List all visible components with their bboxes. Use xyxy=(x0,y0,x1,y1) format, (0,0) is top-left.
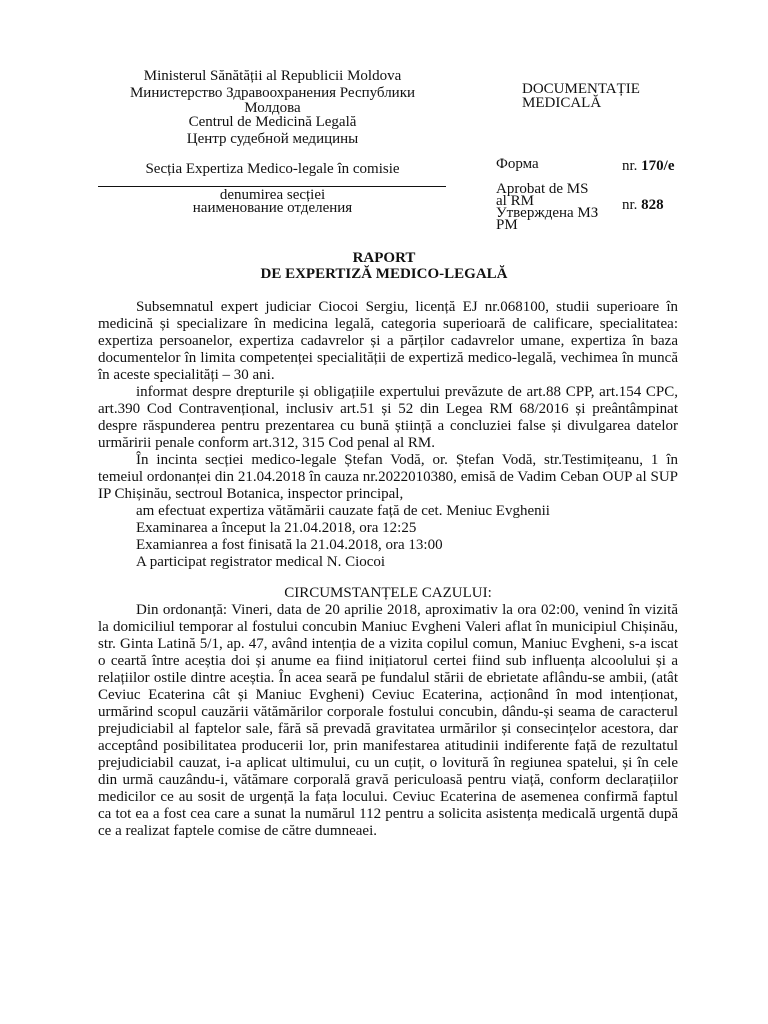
section-name: Secția Expertiza Medico-legale în comisie xyxy=(145,161,400,177)
participant-line: A participat registrator medical N. Ciocoi xyxy=(136,554,386,570)
end-time-line: Examianrea a fost finisată la 21.04.2018, ora 13:00 xyxy=(136,537,443,553)
approval-line3: Утверждена МЗ xyxy=(496,205,599,221)
approval-block xyxy=(496,183,616,231)
forma-nr-prefix: nr. xyxy=(622,158,638,174)
approval-number xyxy=(622,197,664,214)
forma-label: Форма xyxy=(496,156,539,172)
doc-type-line2: MEDICALĂ xyxy=(522,95,602,111)
approval-nr-value: 828 xyxy=(641,197,664,213)
ministry-ru-cont: Молдова xyxy=(244,100,301,116)
ministry-ru: Министерство Здравоохранения Республики xyxy=(129,85,416,101)
doc-type xyxy=(522,82,682,110)
circumstances-paragraph: Din ordonanță: Vineri, data de 20 aprilie 2018, aproximativ la ora 02:00, venind în vizită la domiciliul temporar al fostului concubin Maniuc Evgheni Valeri aflat în municipiul Chișinău, str. Ginta Latină 5/1, ap. 47, având intenția de a vizita copilul comun, Maniuc Evgheni, s-a iscat o ceartă între aceștia doi și anume ea fiind inițiatorul certei fiind sub influența alcoolului și a relațiilor ostile dintre aceștia. În acea seară pe fundalul stării de ebrietate aflându-se ambii, (atât Ceviuc Ecaterina cât și Maniuc Evgheni) Ceviuc Ecaterina, acționând în mod intenționat, urmărind scopul cauzării vătămărilor corporale fostului concubin, dându-și seama de caracterul prejudiciabil al faptelor sale, fără să prevadă gravitatea urmărilor și consecințelor acestora, dar acceptând posibilitatea producerii lor, prin manifestarea atitudinii indiferente față de rezultatul prejudiciabil cauzat, i-a aplicat ultimului, cu un cuțit, o lovitură în regiunea spatelui, și în cele din urmă cauzându-i, vătămare corporală gravă periculoasă pentru viață, conform declarațiilor medicilor ce au sosit de urgență la fața locului. Ceviuc Ecaterina de asemenea confirmă faptul ca tot ea a fost cea care a sunat la numărul 112 pentru a solicita asistența medicală urgentă după ce a realizat faptele comise de către dumneaei. xyxy=(98,602,678,839)
section-caption-ro: denumirea secției xyxy=(219,187,326,203)
report-title: RAPORT xyxy=(352,250,416,266)
section-underline xyxy=(98,186,446,187)
circumstances-title: CIRCUMSTANȚELE CAZULUI: xyxy=(284,585,492,601)
start-time-line: Examinarea a început la 21.04.2018, ora 12:25 xyxy=(136,520,417,536)
approval-line1: Aprobat de MS xyxy=(496,181,589,197)
expert-paragraph: Subsemnatul expert judiciar Ciocoi Sergiu, licență EJ nr.068100, studii superioare în medicină și specializare în medicina legală, categoria superioară de calificare, specialitatea: expertiza persoanelor, expertiza cadavrelor și a părților cadavrelor umane, expertiza în baza documentelor în limita competenței specialității de expertiză medico-legală, vechimea în muncă în aceste specialități – 30 ani. xyxy=(98,299,678,383)
location-paragraph: În incinta secției medico-legale Ștefan Vodă, or. Ștefan Vodă, str.Testimițeanu, 1 în temeiul ordonanței din 21.04.2018 în cauza nr.2022010380, emisă de Vadim Ceban OUP al SUP IP Chișinău, sectroul Botanica, inspector principal, xyxy=(98,452,678,502)
center-ru: Центр судебной медицины xyxy=(186,131,359,147)
report-subtitle: DE EXPERTIZĂ MEDICO-LEGALĂ xyxy=(260,266,508,282)
rights-paragraph: informat despre drepturile și obligațiile expertului prevăzute de art.88 CPP, art.154 CPC, art.390 Cod Contravențional, inclusiv art.51 și 52 din Legea RM 68/2016 și preântâmpinat despre răspunderea pentru prezentarea cu bună știință a concluziei false și divulgarea datelor urmăririi penale conform art.312, 315 Cod penal al RM. xyxy=(98,384,678,451)
examination-line: am efectuat expertiza vătămării cauzate față de cet. Meniuc Evghenii xyxy=(136,503,550,519)
doc-type-line1: DOCUMENTAȚIE xyxy=(522,81,640,97)
forma-number xyxy=(622,158,675,175)
approval-line4: РМ xyxy=(496,217,518,233)
ministry-ro: Ministerul Sănătății al Republicii Moldova xyxy=(143,68,402,84)
forma-nr-value: 170/e xyxy=(641,158,675,174)
institution-header xyxy=(95,68,450,215)
report-body xyxy=(98,299,678,840)
section-caption-ru: наименование отделения xyxy=(192,200,353,216)
center-ro: Centrul de Medicină Legală xyxy=(188,114,357,130)
approval-line2: al RM xyxy=(496,193,534,209)
approval-nr-prefix: nr. xyxy=(622,197,638,213)
